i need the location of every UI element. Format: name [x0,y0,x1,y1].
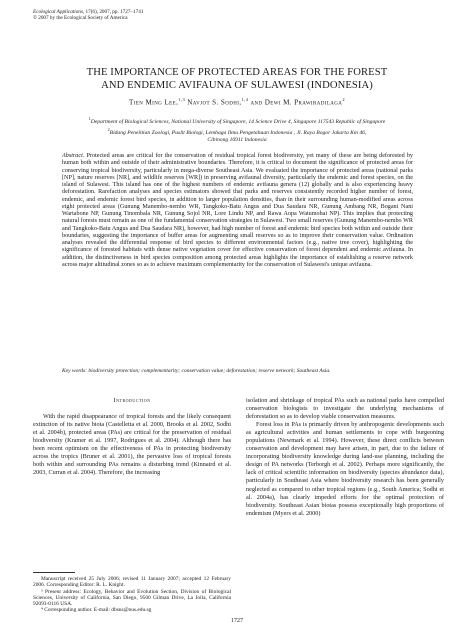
keywords [62,368,413,375]
article-title [40,67,434,92]
running-head [33,9,143,22]
author-3: Dewi M. Prawiradilaga [264,98,343,107]
author-2-affil: 1,4 [241,97,249,102]
author-1-affil: 1,3 [178,97,186,102]
keywords-text: biodiversity protection; complementarity; conservation value; deforestation; reserve network; Southeast Asia. [88,368,331,374]
author-2: Navjot S. Sodhi, [187,98,242,107]
keywords-label: Key words: [62,368,88,374]
footnote-corresponding: ⁴ Corresponding author. E-mail: dbsns@nus.edu.sg [41,607,152,614]
journal-name: Ecological Applications, [33,9,85,15]
abstract [62,153,413,269]
affiliations [33,115,441,144]
left-column [33,413,231,477]
intro-paragraph-2: Forest loss in PAs is primarily driven by anthropogenic developments such as agricultural activities and human settlements to cope with burgeoning populations (Newmark et al. 1994). However, these direct conflicts between conservation and development may have arisen, in part, due to the failure of incorporating biodiversity knowledge during land-use planning, including the design of PA networks (Terborgh et al. 2002). Perhaps more significantly, the lack of critical scientific information on biodiversity (species abundance data), particularly in Southeast Asia where biodiversity research has been generally neglected as compared to other tropical regions (e.g., South America; Sodhi et al. 2004a), has clearly impeded efforts for the optimal protection of biodiversity. Southeast Asian biotas possess exceptionally high proportions of endemism (Myers et al. 2000) [246,421,444,517]
author-conjunction: and [250,98,263,107]
section-heading-introduction: Introduction [113,397,151,404]
footnotes [33,576,231,614]
author-list [40,97,434,106]
affiliation-1-mark: 1 [88,116,91,121]
footnote-rule [33,572,75,573]
abstract-label: Abstract. [62,153,85,159]
author-3-affil: 2 [342,97,345,102]
affiliation-2-line-1: Bidang Penelitian Zoologi, Puslit Biologi, Lembaga Ilmu Pengetahuan Indonesia , Jl. Raya Bogor Jakarta Km 46, [109,129,367,136]
intro-paragraph-1: With the rapid disappearance of tropical forests and the likely consequent extinction of its native biota (Castelletta et al. 2000, Brooks et al. 2002, Sodhi et al. 2004b), protected areas (PAs) are critical for the preservation of residual biodiversity (Kramer et al. 1997, Rodrigues et al. 2004). Although there has been recent optimism on the effectiveness of PAs in protecting biodiversity across the tropics (Bruner et al. 2001), the pervasive loss of tropical forests both within and surrounding PAs remains a disturbing trend (Kinnaird et al. 2003, Curran et al. 2004). Therefore, the increasing [33,413,231,477]
affiliation-1: Department of Biological Sciences, National University of Singapore, 14 Science Drive 4, Singapore 117543 Republic of Singapore [90,118,386,125]
title-line-2: AND ENDEMIC AVIFAUNA OF SULAWESI (INDONESIA) [101,79,373,91]
copyright-line: © 2007 by the Ecological Society of America [33,15,128,22]
affiliation-2-mark: 2 [107,126,110,132]
right-column [246,397,444,518]
affiliation-2-line-2: Cibinong 16911 Indonesia [207,136,267,143]
footnote-manuscript: Manuscript received 25 July 2006; revised 11 January 2007; accepted 12 February 2006. Corresponding Editor: R. L. Knight. [33,576,231,589]
title-line-1: THE IMPORTANCE OF PROTECTED AREAS FOR THE FOREST [86,67,388,78]
issue-info: 17(6), 2007, pp. 1727–1741 [84,9,144,15]
abstract-text: Protected areas are critical for the conservation of residual tropical forest biodiversity, yet many of these are being deforested by human both within and outside of their administrative boundaries. Therefore, it is critical to document the significance of protected areas for conserving tropical biodiversity, particularly in mega-diverse Southeast Asia. We evaluated the importance of protected areas (national parks [NP], nature reserves [NR], and wildlife reserves [WR]) in preserving avifaunal diversity, particularly the endemic and forest species, on the island of Sulawesi. This island has one of the highest numbers of endemic avifauna genera (12) globally and is also experiencing heavy deforestation. Rarefaction analyses and species estimators showed that parks and reserves consistently recorded higher number of forest, endemic, and endemic forest bird species, in addition to larger population densities, than in their surrounding human-modified areas across eight protected areas (Gunung Manembo-nembo WR, Tangkoko-Batu Angus and Dua Saudara NR, Gunung Ambang NR, Bogani Nani Wartabone NP, Gunung Tinombala NR, Gunung Sojol NR, Lore Lindu NP, and Rawa Aopa Watumohai NP). This implies that protecting natural forests must remain as one of the fundamental conservation strategies in Sulawesi. Two small reserves (Gunung Manembo-nembo WR and Tangkoko-Batu Angus and Dua Saudara NR), however, had high number of forest and endemic bird species both within and outside their boundaries, suggesting the importance of buffer areas for augmenting small reserves so as to improve their conservation value. Ordination analyses revealed the differential response of bird species to different environmental factors (e.g., native tree cover), highlighting the significance of forested habitats with dense native vegetation cover for effective conservation of forest dependent and endemic avifauna. In addition, the distinctiveness in bird species composition among protected areas highlights the importance of establishing a reserve network across major altitudinal zones so as to achieve maximum complementarity for the conservation of Sulawesi's unique avifauna. [62,153,413,268]
author-1: Tien Ming Lee, [129,98,179,107]
intro-paragraph-1-continued: isolation and shrinkage of tropical PAs such as national parks have compelled conservation biologists to investigate the underlying mechanisms of deforestation so as to develop viable conservation measures. [246,397,444,421]
page-number: 1727 [231,618,243,624]
footnote-present-address: ³ Present address: Ecology, Behavior and Evolution Section, Division of Biological Sciences, University of California, San Diego, 9500 Gilman Drive, La Jolla, California 92093-0116 USA. [33,588,231,608]
